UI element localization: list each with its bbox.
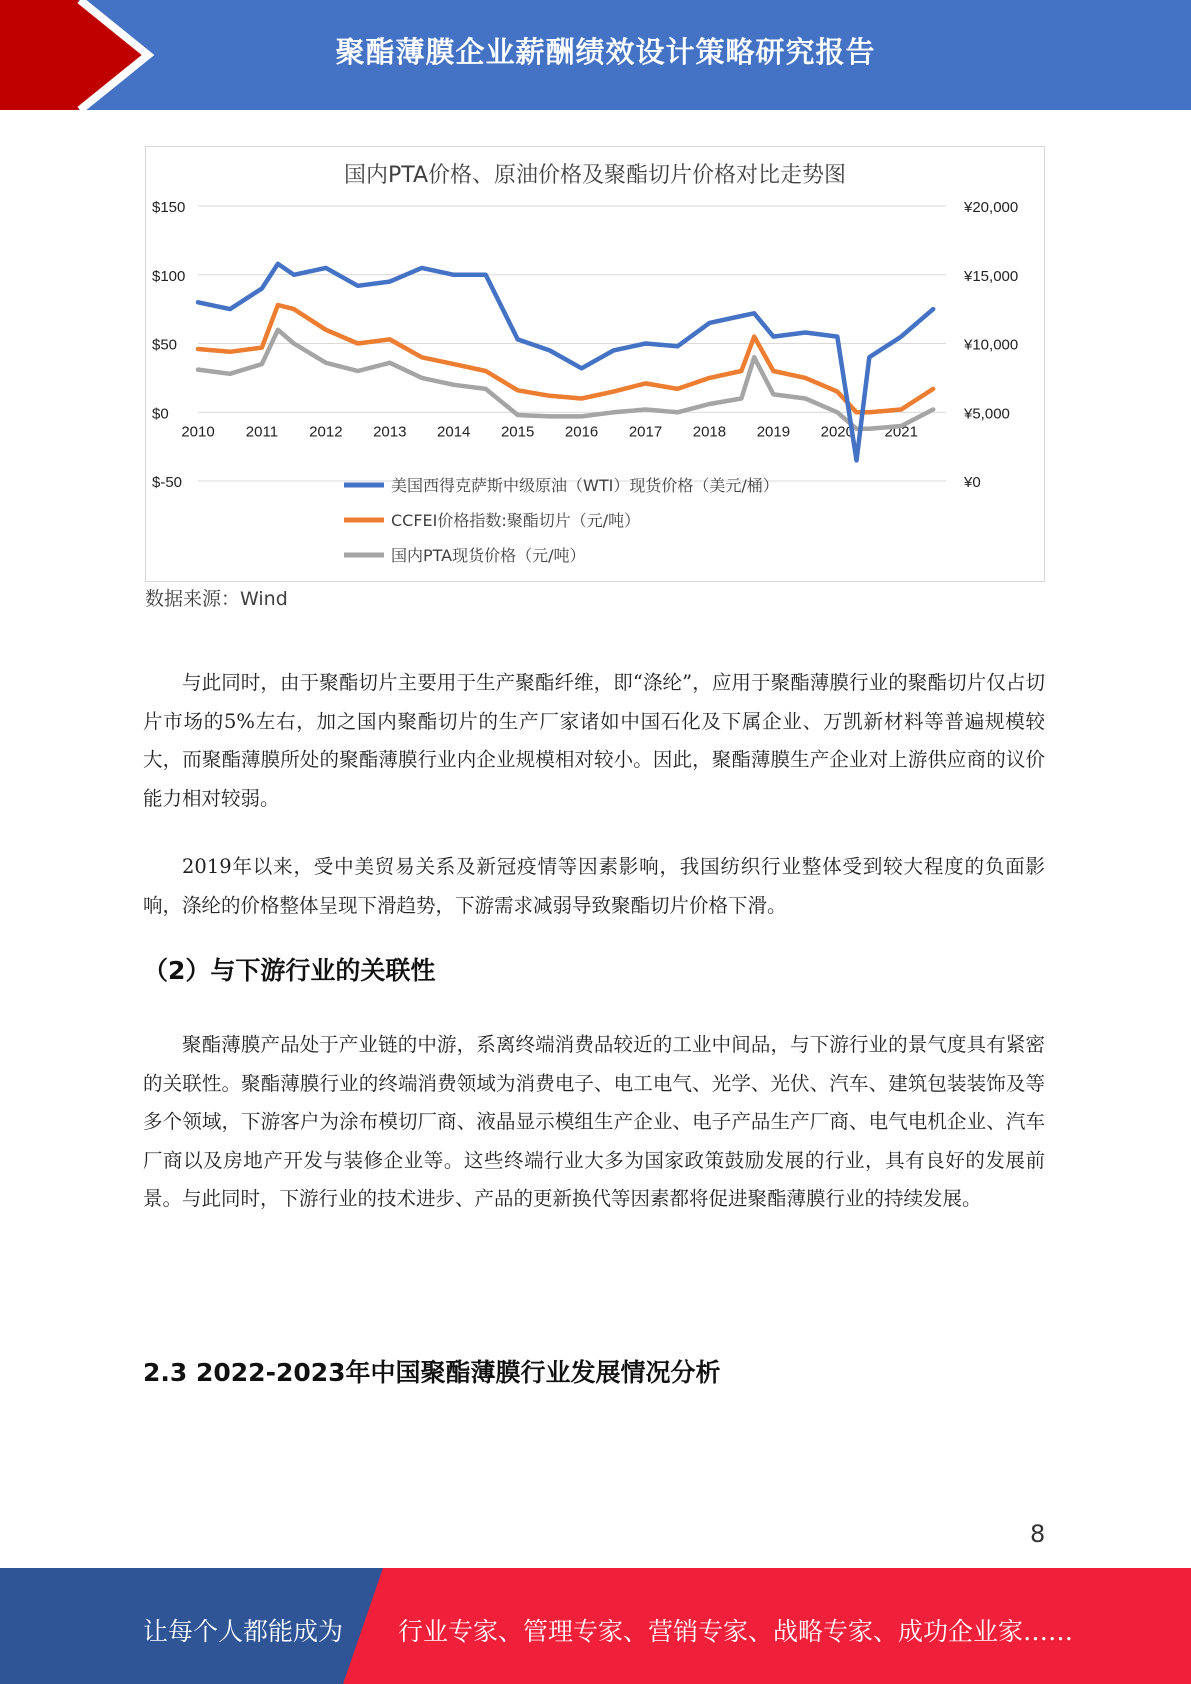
legend-label: 美国西得克萨斯中级原油（WTI）现货价格（美元/桶） bbox=[391, 476, 779, 495]
y-left-tick-label: $-50 bbox=[152, 474, 183, 491]
x-tick-label: 2018 bbox=[692, 423, 727, 441]
x-tick-label: 2010 bbox=[181, 423, 215, 441]
header-title: 聚酯薄膜企业薪酬绩效设计策略研究报告 bbox=[335, 35, 876, 69]
chart-title: 国内PTA价格、原油价格及聚酯切片价格对比走势图 bbox=[343, 163, 847, 188]
footer-slogan-left: 让每个人都能成为 bbox=[143, 1617, 344, 1646]
y-left-tick-label: $0 bbox=[152, 405, 169, 423]
subheading-downstream: （2）与下游行业的关联性 bbox=[143, 956, 436, 985]
x-tick-label: 2021 bbox=[884, 423, 918, 441]
section-heading: 2.3 2022-2023年中国聚酯薄膜行业发展情况分析 bbox=[143, 1358, 721, 1387]
chart-svg bbox=[146, 147, 1044, 581]
y-right-tick-label: ¥0 bbox=[964, 474, 981, 491]
x-tick-label: 2011 bbox=[245, 423, 279, 441]
y-right-tick-label: ¥20,000 bbox=[964, 199, 1019, 216]
series-line bbox=[198, 330, 933, 429]
paragraph-1: 与此同时，由于聚酯切片主要用于生产聚酯纤维，即“涤纶”，应用于聚酯薄膜行业的聚酯切片仅占切片市场的5%左右，加之国内聚酯切片的生产厂家诸如中国石化及下属企业、万凯新材料等普遍规模较大，而聚酯薄膜所处的聚酯薄膜行业内企业规模相对较小。因此，聚酯薄膜生产企业对上游供应商的议价能力相对较弱。 bbox=[143, 671, 1045, 810]
paragraph-3: 聚酯薄膜产品处于产业链的中游，系离终端消费品较近的工业中间品，与下游行业的景气度具有紧密的关联性。聚酯薄膜行业的终端消费领域为消费电子、电工电气、光学、光伏、汽车、建筑包装装饰及等多个领域，下游客户为涂布模切厂商、液晶显示模组生产企业、电子产品生产厂商、电气电机企业、汽车厂商以及房地产开发与装修企业等。这些终端行业大多为国家政策鼓励发展的行业，具有良好的发展前景。与此同时，下游行业的技术进步、产品的更新换代等因素都将促进聚酯薄膜行业的持续发展。 bbox=[143, 1033, 1045, 1210]
x-tick-label: 2020 bbox=[820, 423, 855, 441]
x-tick-label: 2016 bbox=[564, 423, 599, 441]
page-number: 8 bbox=[1030, 1520, 1046, 1548]
x-tick-label: 2019 bbox=[756, 423, 791, 441]
y-left-tick-label: $100 bbox=[152, 267, 186, 285]
footer-slogan-right: 行业专家、管理专家、营销专家、战略专家、成功企业家…… bbox=[398, 1617, 1074, 1646]
y-right-tick-label: ¥10,000 bbox=[964, 336, 1019, 354]
paragraph-2: 2019年以来，受中美贸易关系及新冠疫情等因素影响，我国纺织行业整体受到较大程度的负面影响，涤纶的价格整体呈现下滑趋势，下游需求减弱导致聚酯切片价格下滑。 bbox=[143, 855, 1045, 917]
x-tick-label: 2014 bbox=[437, 423, 471, 441]
chart-source: 数据来源：Wind bbox=[145, 588, 288, 610]
page-header bbox=[0, 0, 1191, 110]
y-right-tick-label: ¥15,000 bbox=[964, 267, 1019, 285]
legend-label: 国内PTA现货价格（元/吨） bbox=[391, 546, 586, 565]
legend-label: CCFEI价格指数:聚酯切片（元/吨） bbox=[391, 511, 641, 530]
y-left-tick-label: $150 bbox=[152, 199, 186, 216]
y-left-tick-label: $50 bbox=[152, 336, 178, 354]
x-tick-label: 2012 bbox=[309, 423, 343, 441]
x-tick-label: 2013 bbox=[373, 423, 407, 441]
page-footer bbox=[0, 1568, 1191, 1684]
y-right-tick-label: ¥5,000 bbox=[964, 405, 1010, 423]
price-trend-chart bbox=[145, 146, 1045, 582]
x-tick-label: 2015 bbox=[500, 423, 535, 441]
x-tick-label: 2017 bbox=[628, 423, 663, 441]
